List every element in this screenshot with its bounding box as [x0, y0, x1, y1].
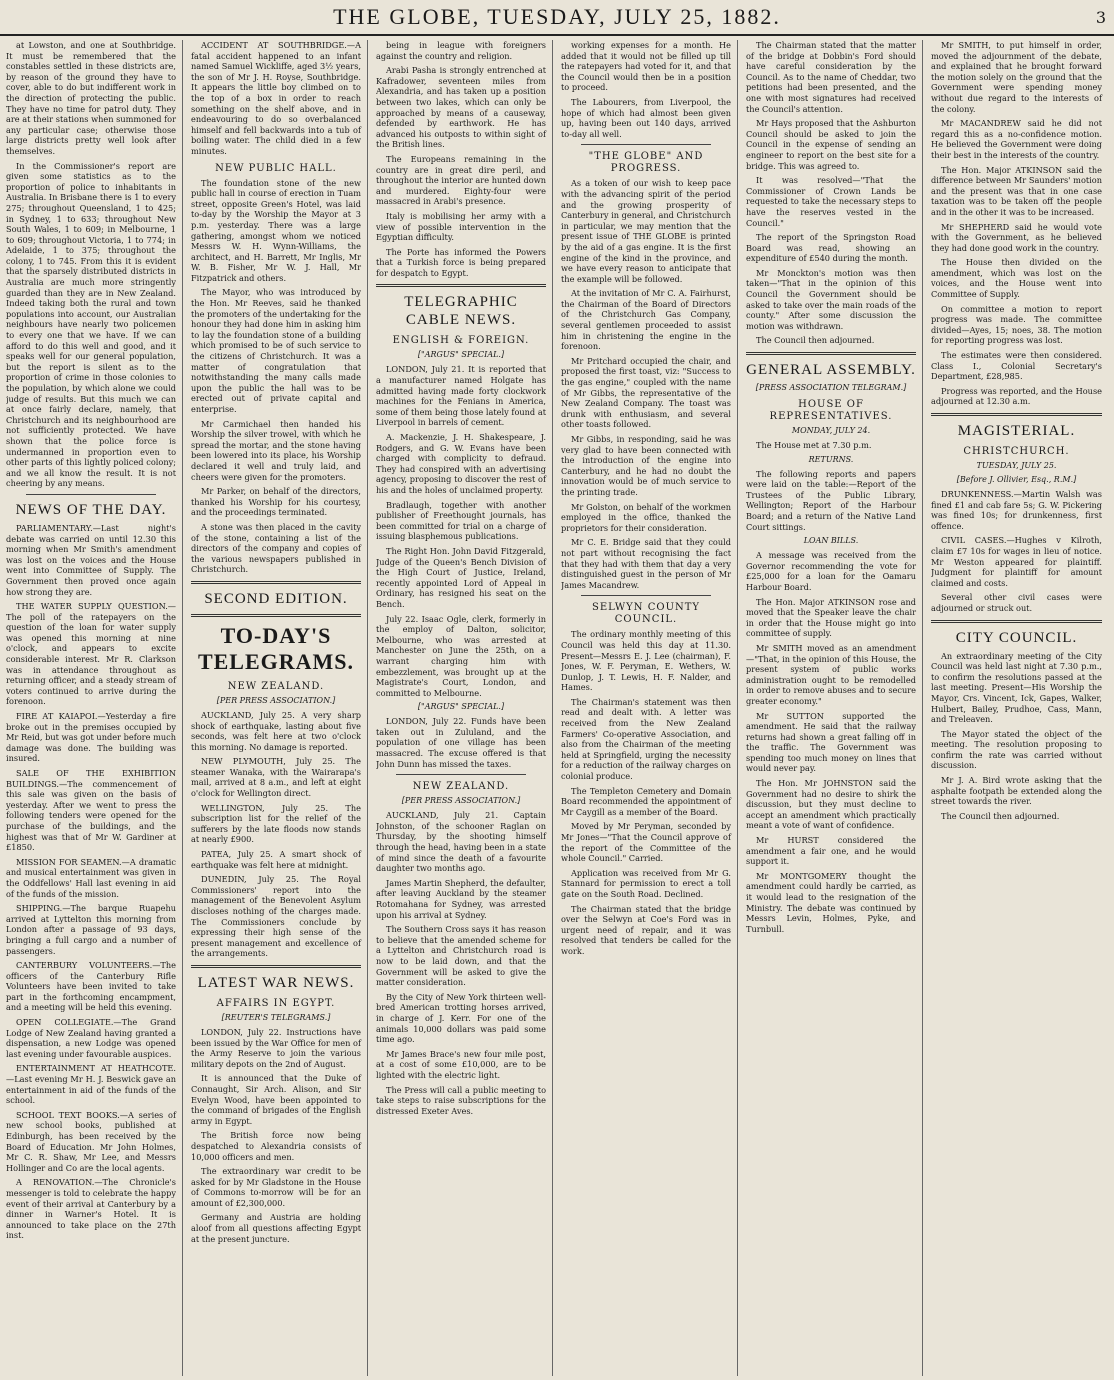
article-paragraph: THE WATER SUPPLY QUESTION.—The poll of the ratepayers on the question of the loan for water supply was opened this morning at nine o'clock, and appears to excite considerable interest. Mr R. Clarkson was in attendance throughout as returning officer, and a steady stream of voters continued to arrive during the forenoon. [6, 601, 176, 707]
article-paragraph: Mr SUTTON supported the amendment. He said that the railway returns had shown a great falling off in the traffic. The Government was spending too much money on lines that would never pay. [746, 710, 916, 774]
article-paragraph: DRUNKENNESS.—Martin Walsh was fined £1 and cab fare 5s; G. W. Pickering was fined 10s; for drunkenness, first offence. [931, 489, 1102, 531]
article-paragraph: By the City of New York thirteen well-bred American trotting horses arrived, in charge of J. Kerr. For one of the animals 10,000 dollars was paid some time ago. [376, 991, 546, 1045]
article-paragraph: LONDON, July 21. It is reported that a manufacturer named Holgate has admitted having made forty clockwork machines for the Fenians in America, some of them being those lately found at Liverpool in barrels of cement. [376, 364, 546, 428]
subhead: [Before J. Ollivier, Esq., R.M.] [956, 475, 1077, 484]
article-paragraph: It is announced that the Duke of Connaught, Sir Arch. Alison, and Sir Evelyn Wood, have been appointed to the command of brigades of the English army in Egypt. [191, 1073, 361, 1126]
article-paragraph: In the Commissioner's report are given some statistics as to the proportion of police to inhabitants in Australia. In Brisbane there is 1 to every 275; throughout Queensland, 1 to 425; in Sydney, 1 to 633; throughout New South Wales, 1 to 609; in Melbourne, 1 to 609; throughout Victoria, 1 to 774; in Adelaide, 1 to 375; throughout the colony, 1 to 745. From this it is evident that the sparsely distributed districts in Australia are much more stringently guarded than they are in New Zealand. Indeed taking both the rural and town populations into account, our Australian neighbours have nearly two policemen to every one that we have. If we can afford to do this well and good, and it speaks well for our general population, but the report is silent as to the proportion of crime in those colonies to the population, by which alone we could judge of results. But this much we can at once fairly declare, namely, that Christchurch and its neighbourhood are not sufficiently protected. We have shown that the police force is undermanned in proportion even to other parts of this lightly policed colony; and we all know the result. It is not cheering by any means. [6, 160, 176, 489]
subhead: MONDAY, JULY 24. [791, 426, 871, 436]
subhead: LOAN BILLS. [803, 536, 859, 546]
article-paragraph: Mr MONTGOMERY thought the amendment could hardly be carried, as it would lead to the resignation of the Ministry. The debate was continued by Messrs Levin, Holmes, Pyke, and Turnbull. [746, 870, 916, 934]
headline-md: NEW ZEALAND. [227, 680, 325, 692]
column-1 [6, 40, 183, 1376]
subhead: ["ARGUS" SPECIAL.] [417, 702, 505, 712]
subhead: [REUTER'S TELEGRAMS.] [221, 1012, 331, 1022]
double-divider [376, 284, 546, 287]
article-paragraph: On committee a motion to report progress was made. The committee divided—Ayes, 15; noes, 38. The motion for reporting progress was lost. [931, 303, 1102, 346]
article-paragraph: ACCIDENT AT SOUTHBRIDGE.—A fatal accident happened to an infant named Samuel Wickliffe, aged 3½ years, the son of Mr J. H. Royse, Southbridge. It appears the little boy climbed on to the top of a box in order to reach something on the shelf above, and in endeavouring to do so overbalanced himself and fell backwards into a tub of boiling water. The child died in a few minutes. [191, 40, 361, 156]
article-paragraph: at Lowston, and one at Southbridge. It must be remembered that the constables settled in these districts are, by reason of the ground they have to cover, able to do but indifferent work in the direction of protecting the public. They have no time for patrol duty. They are at their stations when summoned for any particular case; otherwise those large districts pretty well look after themselves. [6, 40, 176, 156]
column-3 [376, 40, 553, 1376]
article-paragraph: The Chairman's statement was then read and dealt with. A letter was received from the New Zealand Farmers' Co-operative Association, and also from the Chairman of the meeting held at Springfield, urging the necessity for a reduction of the railway charges on colonial produce. [561, 696, 732, 782]
article-paragraph: Mr SHEPHERD said he would vote with the Government, as he believed they had done good work in the country. [931, 221, 1102, 253]
article-paragraph: Bradlaugh, together with another publisher of Freethought journals, has been committed for trial on a charge of issuing blasphemous publications. [376, 499, 546, 542]
headline-md: NEW PUBLIC HALL. [215, 162, 337, 174]
article-paragraph: CANTERBURY VOLUNTEERS.—The officers of the Canterbury Rifle Volunteers have been invited to take part in the forthcoming encampment, and a meeting will be held this evening. [6, 960, 176, 1013]
article-paragraph: Progress was reported, and the House adjourned at 12.30 a.m. [931, 385, 1102, 407]
columns [6, 40, 1108, 1376]
article-paragraph: The Chairman stated that the bridge over the Selwyn at Coe's Ford was in urgent need of repair, and it was resolved that tenders be called for the work. [561, 903, 731, 956]
headline-lg: LATEST WAR NEWS. [197, 974, 355, 991]
article-paragraph: Mr Gibbs, in responding, said he was very glad to have been connected with the introduction of the engine into Canterbury, and he had no doubt the innovation would be of much service to the printing trade. [561, 434, 731, 497]
article-paragraph: The Hon. Mr JOHNSTON said the Government had no desire to shirk the discussion, but they must decline to accept an amendment which practically meant a vote of want of confidence. [746, 778, 916, 831]
article-paragraph: PARLIAMENTARY.—Last night's debate was carried on until 12.30 this morning when Mr Smith's amendment was lost on the voices and the House went into Committee of Supply. The Government then proved once again how strong they are. [6, 522, 176, 597]
headline-md: NEW ZEALAND. [412, 781, 510, 793]
article-paragraph: The Council then adjourned. [756, 335, 875, 346]
article-paragraph: Mr SMITH, to put himself in order, moved the adjournment of the debate, and explained that he brought forward the motion solely on the ground that the Government were spending money without due regard to the interests of the colony. [931, 40, 1102, 114]
article-paragraph: Mr James Brace's new four mile post, at a cost of some £10,000, are to be lighted with the electric light. [376, 1048, 546, 1080]
article-paragraph: Mr SMITH moved as an amendment—"That, in the opinion of this House, the present system of public works administration ought to be remodelled in order to remove abuses and to secure greater economy." [746, 642, 916, 706]
article-paragraph: Moved by Mr Peryman, seconded by Mr Jones—"That the Council approve of the report of the Committee of the whole Council." Carried. [561, 821, 731, 864]
article-paragraph: being in league with foreigners against the country and religion. [376, 40, 546, 61]
article-paragraph: Italy is mobilising her army with a view of possible intervention in the Egyptian difficulty. [376, 210, 546, 243]
article-paragraph: Mr HURST considered the amendment a fair one, and he would support it. [746, 835, 916, 867]
article-paragraph: PATEA, July 25. A smart shock of earthquake was felt here at midnight. [191, 849, 361, 870]
double-divider [191, 581, 361, 584]
article-paragraph: At the invitation of Mr C. A. Fairhurst, the Chairman of the Board of Directors of the Christchurch Gas Company, several gentlemen proceeded to assist him in christening the engine in the forenoon. [561, 288, 731, 352]
double-divider [931, 413, 1102, 416]
article-paragraph: NEW PLYMOUTH, July 25. The steamer Wanaka, with the Wairarapa's mail, arrived at 8 a.m., and left at eight o'clock for Wellington direct. [191, 756, 361, 799]
article-paragraph: Germany and Austria are holding aloof from all questions affecting Egypt at the present juncture. [191, 1212, 361, 1244]
article-paragraph: James Martin Shepherd, the defaulter, after leaving Auckland by the steamer Rotomahana for Sydney, was arrested upon his arrival at Sydney. [376, 877, 546, 920]
article-paragraph: WELLINGTON, July 25. The subscription list for the relief of the sufferers by the late floods now stands at nearly £900. [191, 802, 361, 845]
subhead: ["ARGUS" SPECIAL.] [417, 350, 505, 360]
article-paragraph: The Council then adjourned. [941, 810, 1060, 821]
article-paragraph: Mr Golston, on behalf of the workmen employed in the office, thanked the proprietors for their consideration. [561, 501, 731, 533]
article-paragraph: The Templeton Cemetery and Domain Board recommended the appointment of Mr Caygill as a member of the Board. [561, 785, 731, 817]
article-paragraph: ENTERTAINMENT AT HEATHCOTE.—Last evening Mr H. J. Beswick gave an entertainment in aid of the funds of the school. [6, 1063, 176, 1106]
headline-md: "THE GLOBE" AND PROGRESS. [588, 151, 704, 175]
divider [396, 774, 526, 775]
masthead-title: THE GLOBE, TUESDAY, JULY 25, 1882. [333, 4, 781, 29]
article-paragraph: The foundation stone of the new public hall in course of erection in Tuam street, opposite Green's Hotel, was laid to-day by the Worship the Mayor at 3 p.m. yesterday. There was a large gathering, amongst whom we noticed Messrs W. H. Wynn-Williams, the architect, and H. Barrett, Mr Inglis, Mr W. B. Fisher, Mr W. J. Hall, Mr Fitzpatrick and others. [191, 177, 361, 283]
article-paragraph: As a token of our wish to keep pace with the advancing spirit of the period and the growing prosperity of Canterbury in general, and Christchurch in particular, we may mention that the present issue of THE GLOBE is printed by the aid of a gas engine. It is the first engine of the kind in the province, and we have every reason to anticipate that the example will be followed. [561, 178, 731, 284]
double-divider [931, 620, 1102, 623]
headline-lg: NEWS OF THE DAY. [15, 501, 167, 518]
subhead: TUESDAY, JULY 25. [976, 461, 1057, 470]
headline-md: ENGLISH & FOREIGN. [392, 335, 530, 347]
double-divider [746, 352, 916, 355]
article-paragraph: An extraordinary meeting of the City Council was held last night at 7.30 p.m., to confirm the resolutions passed at the last meeting. Present—His Worship the Mayor, Crs. Vincent, Ick, Gapes, Walker, Hulbert, Bailey, Prudhoe, Cass, Mann, and Treleaven. [931, 650, 1102, 725]
article-paragraph: SHIPPING.—The barque Ruapehu arrived at Lyttelton this morning from London after a passage of 93 days, bringing a full cargo and a number of passengers. [6, 903, 176, 956]
article-paragraph: The report of the Springston Road Board was read, showing an expenditure of £540 during the month. [746, 232, 916, 264]
article-paragraph: A stone was then placed in the cavity of the stone, containing a list of the directors of the company and copies of the various newspapers published in Christchurch. [191, 521, 361, 575]
article-paragraph: LONDON, July 22. Funds have been taken out in Zululand, and the population of one village has been massacred. The excuse offered is that John Dunn has missed the taxes. [376, 716, 546, 769]
article-paragraph: DUNEDIN, July 25. The Royal Commissioners' report into the management of the Benevolent Asylum discloses nothing of the charges made. The Commissioners conclude by expressing their high sense of the present management and excellence of the arrangements. [191, 874, 361, 959]
article-paragraph: Mr Carmichael then handed his Worship the silver trowel, with which he spread the mortar, and the stone having been lowered into its place, his Worship declared it well and truly laid, and cheers were given for the promoters. [191, 418, 361, 482]
article-paragraph: working expenses for a month. He added that it would not be filled up till the ratepayers had voted for it, and that the Council would then be in a position to proceed. [561, 40, 731, 93]
double-divider [191, 614, 361, 617]
article-paragraph: The Europeans remaining in the country are in great dire peril, and throughout the interior are hunted down and murdered. Eighty-four were massacred in Arabi's presence. [376, 153, 546, 207]
article-paragraph: Application was received from Mr G. Stannard for permission to erect a toll gate on the South Road. Declined. [561, 867, 731, 899]
column-2 [191, 40, 368, 1376]
article-paragraph: Mr MACANDREW said he did not regard this as a no-confidence motion. He believed the Government were doing their best in the interests of the country. [931, 118, 1102, 160]
subhead: [PER PRESS ASSOCIATION.] [216, 695, 336, 705]
article-paragraph: The Southern Cross says it has reason to believe that the amended scheme for a Lyttelton and Christchurch road is now to be laid down, and that the Government will be asked to give the matter consideration. [376, 924, 546, 988]
article-paragraph: OPEN COLLEGIATE.—The Grand Lodge of New Zealand having granted a dispensation, a new Lodge was opened last evening under favourable auspices. [6, 1017, 176, 1059]
double-divider [191, 965, 361, 968]
headline-xl: TO-DAY'S TELEGRAMS. [197, 622, 355, 674]
article-paragraph: The British force now being despatched to Alexandria consists of 10,000 officers and men. [191, 1130, 361, 1162]
article-paragraph: MISSION FOR SEAMEN.—A dramatic and musical entertainment was given in the Oddfellows' Hall last evening in aid of the funds of the mission. [6, 856, 176, 899]
headline-md: CHRISTCHURCH. [963, 446, 1070, 457]
article-paragraph: CIVIL CASES.—Hughes v Kilroth, claim £7 10s for wages in lieu of notice. Mr Weston appeared for plaintiff. Judgment for plaintiff for amount claimed and costs. [931, 535, 1102, 588]
article-paragraph: The Hon. Major ATKINSON said the difference between Mr Saunders' motion and the present was that in one case taxation was to be taken off the people and in the other it was to be increased. [931, 164, 1102, 217]
page-number: 3 [1095, 8, 1106, 27]
article-paragraph: Mr J. A. Bird wrote asking that the asphalte footpath be extended along the street towards the river. [931, 775, 1102, 807]
divider [26, 494, 156, 495]
masthead [0, 0, 1114, 36]
article-paragraph: The Chairman stated that the matter of the bridge at Dobbin's Ford should have careful consideration by the Council. As to the name of Cheddar, two petitions had been presented, and the one with most signatures had received the Council's attention. [746, 40, 916, 114]
article-paragraph: The ordinary monthly meeting of this Council was held this day at 11.30. Present—Messrs E. J. Lee (chairman), F. Jones, W. F. Peryman, E. Wethers, W. Dunlop, J. T. Lewis, H. F. Nalder, and Hames. [561, 629, 731, 693]
article-paragraph: The Press will call a public meeting to take steps to raise subscriptions for the distressed Exeter Aves. [376, 1084, 546, 1116]
column-6 [931, 40, 1108, 1376]
subhead: [PRESS ASSOCIATION TELEGRAM.] [755, 383, 907, 393]
article-paragraph: LONDON, July 22. Instructions have been issued by the War Office for men of the Army Reserve to join the various military depots on the 2nd of August. [191, 1026, 361, 1069]
article-paragraph: SALE OF THE EXHIBITION BUILDINGS.—The commencement of this sale was given on the basis of yesterday. After we went to press the following tenders were opened for the purchase of the buildings, and the highest was that of Mr W. Gardiner at £1850. [6, 768, 176, 853]
article-paragraph: AUCKLAND, July 21. Captain Johnston, of the schooner Raglan on Thursday, by the shooting himself through the head, having been in a state of mind since the death of a favourite daughter two months ago. [376, 810, 546, 874]
article-paragraph: A message was received from the Governor recommending the vote for £25,000 for a loan for the Oamaru Harbour Board. [746, 550, 916, 592]
headline-lg: MAGISTERIAL. [957, 423, 1076, 439]
article-paragraph: The House met at 7.30 p.m. [756, 440, 872, 451]
article-paragraph: SCHOOL TEXT BOOKS.—A series of new school books, published at Edinburgh, has been received by the Board of Education. Mr John Holmes, Mr C. R. Shaw, Mr Lee, and Messrs Hollinger and Co are the local agents. [6, 1109, 176, 1173]
article-paragraph: Mr Pritchard occupied the chair, and proposed the first toast, viz: "Success to the gas engine," coupled with the name of Mr Gibbs, the representative of the New Zealand Company. The toast was drunk with enthusiasm, and several other toasts followed. [561, 355, 731, 430]
article-paragraph: The Right Hon. John David Fitzgerald, Judge of the Queen's Bench Division of the High Court of Justice, Ireland, recently appointed Lord of Appeal in Ordinary, has resigned his seat on the Bench. [376, 545, 546, 609]
article-paragraph: Several other civil cases were adjourned or struck out. [931, 592, 1102, 613]
article-paragraph: The following reports and papers were laid on the table:—Report of the Trustees of the Public Library, Wellington; Report of the Harbour Board; and a return of the Native Land Court sittings. [746, 468, 916, 532]
headline-md: SELWYN COUNTY COUNCIL. [591, 602, 701, 626]
column-4 [561, 40, 738, 1376]
article-paragraph: It was resolved—"That the Commissioner of Crown Lands be requested to take the necessary steps to have the reserves vested in the Council." [746, 175, 916, 228]
article-paragraph: The Labourers, from Liverpool, the hope of which had almost been given up, having been out 140 days, arrived to-day all well. [561, 96, 731, 139]
article-paragraph: Mr Hays proposed that the Ashburton Council should be asked to join the Council in the expense of sending an engineer to report on the best site for a bridge. This was agreed to. [746, 118, 916, 171]
article-paragraph: Mr Parker, on behalf of the directors, thanked his Worship for his courtesy, and the proceedings terminated. [191, 486, 361, 518]
article-paragraph: The Mayor, who was introduced by the Hon. Mr Reeves, said he thanked the promoters of the undertaking for the honour they had done him in asking him to lay the foundation stone of a building which promised to be of such service to the citizens of Christchurch. It was a matter of congratulation that notwithstanding the many calls made upon the public the hall was to be erected out of private capital and enterprise. [191, 287, 361, 414]
article-paragraph: The Mayor stated the object of the meeting. The resolution proposing to confirm the rate was carried without discussion. [931, 728, 1102, 771]
column-5 [746, 40, 923, 1376]
headline-lg: SECOND EDITION. [204, 590, 348, 607]
subhead: RETURNS. [808, 454, 854, 464]
article-paragraph: The extraordinary war credit to be asked for by Mr Gladstone in the House of Commons to-morrow will be for an amount of £2,300,000. [191, 1166, 361, 1208]
article-paragraph: The Porte has informed the Powers that a Turkish force is being prepared for despatch to Egypt. [376, 246, 546, 278]
article-paragraph: The estimates were then considered. Class I., Colonial Secretary's Department, £28,985. [931, 350, 1102, 382]
headline-lg: CITY COUNCIL. [955, 629, 1078, 646]
divider [581, 144, 711, 145]
article-paragraph: July 22. Isaac Ogle, clerk, formerly in the employ of Dalton, solicitor, Melbourne, who was arrested at Manchester on June the 25th, on a warrant charging him with embezzlement, was brought up at the Magistrate's Court, London, and committed to Melbourne. [376, 613, 546, 698]
headline-md: AFFAIRS IN EGYPT. [216, 997, 336, 1009]
article-paragraph: Mr Monckton's motion was then taken—"That in the opinion of this Council the Government should be asked to take over the main roads of the county." After some discussion the motion was withdrawn. [746, 267, 916, 331]
article-paragraph: The House then divided on the amendment, which was lost on the voices, and the House went into Committee of Supply. [931, 257, 1102, 300]
article-paragraph: A RENOVATION.—The Chronicle's messenger is told to celebrate the happy event of their arrival at Canterbury by a dinner in Warner's Hotel. It is announced to take place on the 27th inst. [6, 1177, 176, 1241]
article-paragraph: Arabi Pasha is strongly entrenched at Kafradower, seventeen miles from Alexandria, and has taken up a position between two lakes, which can only be approached by means of a causeway, defended by earthwork. He has advanced his outposts to within sight of the British lines. [376, 65, 546, 150]
article-paragraph: A. Mackenzie, J. H. Shakespeare, J. Rodgers, and G. W. Evans have been charged with complicity to defraud. They had conspired with an advertising agency, proposing to discover the rest of his and the holes of unclaimed property. [376, 432, 546, 495]
article-paragraph: The Hon. Major ATKINSON rose and moved that the Speaker leave the chair in order that the House might go into committee of supply. [746, 596, 916, 639]
article-paragraph: Mr C. E. Bridge said that they could not part without recognising the fact that they had with them that day a very distinguished guest in the person of Mr James Macandrew. [561, 537, 731, 590]
divider [581, 595, 711, 596]
headline-md: HOUSE OF REPRESENTATIVES. [769, 399, 893, 423]
subhead: [PER PRESS ASSOCIATION.] [401, 796, 521, 806]
headline-lg: TELEGRAPHIC CABLE NEWS. [404, 294, 518, 329]
article-paragraph: FIRE AT KAIAPOI.—Yesterday a fire broke out in the premises occupied by Mr Reid, but was got under before much damage was done. The building was insured. [6, 711, 176, 764]
article-paragraph: AUCKLAND, July 25. A very sharp shock of earthquake, lasting about five seconds, was felt here at two o'clock this morning. No damage is reported. [191, 709, 361, 752]
headline-lg: GENERAL ASSEMBLY. [746, 362, 916, 379]
